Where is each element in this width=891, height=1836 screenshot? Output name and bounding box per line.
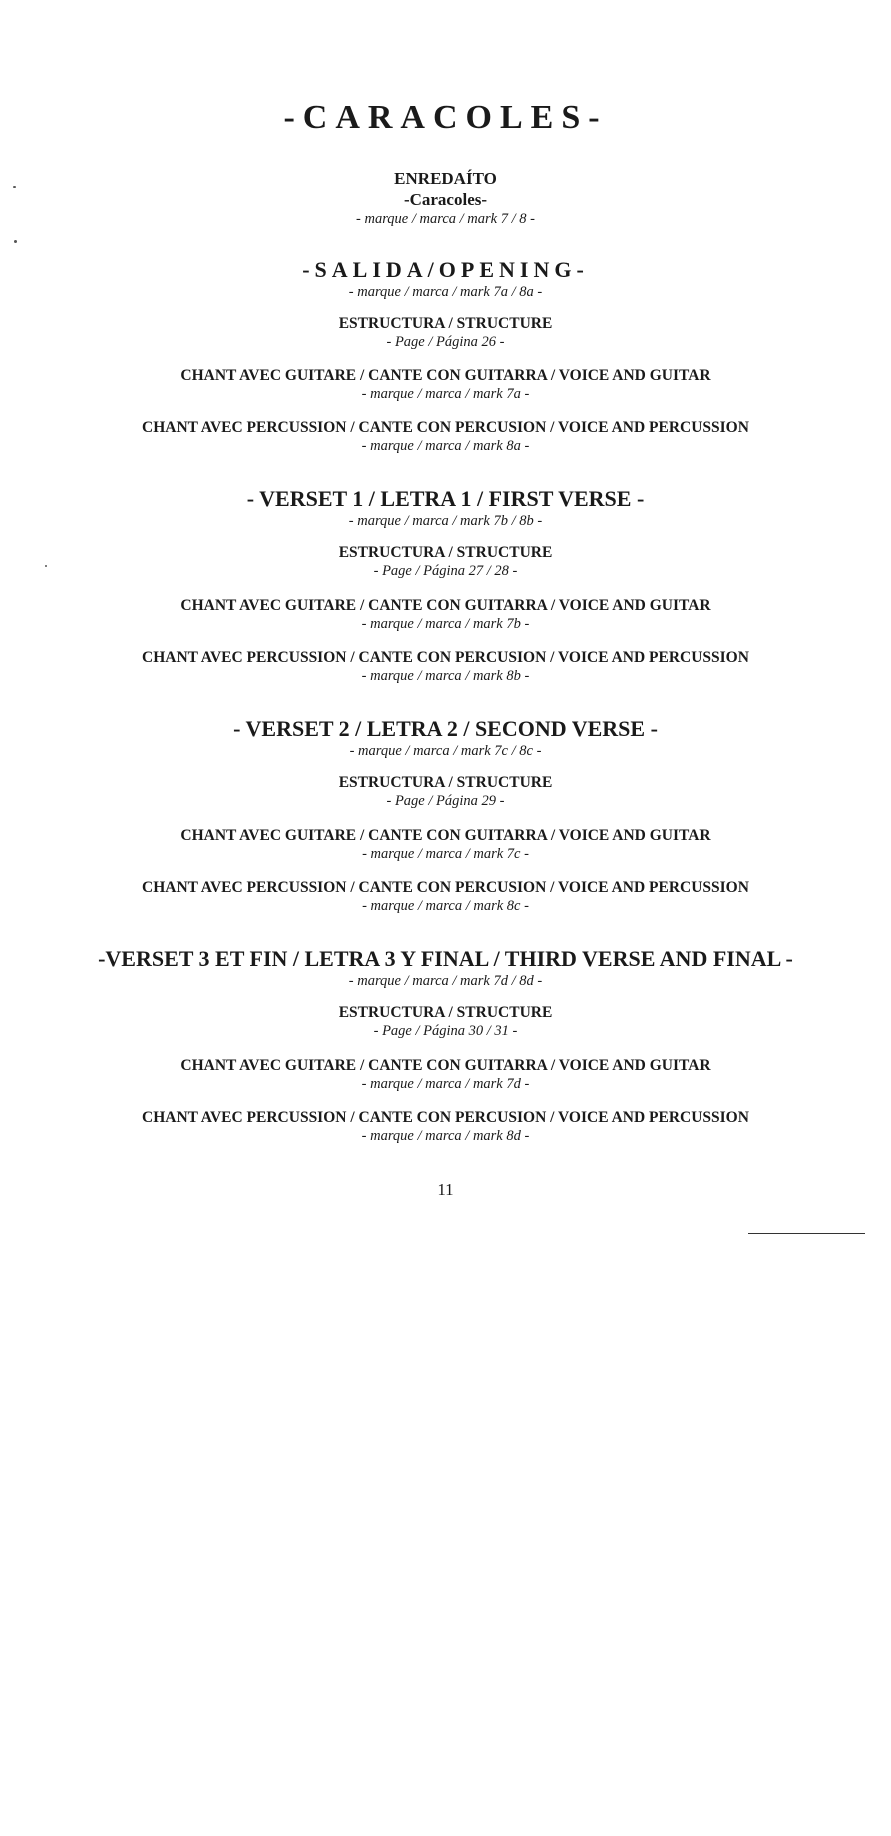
guitar-mark: - marque / marca / mark 7c - (362, 846, 529, 862)
structure-entry (0, 314, 891, 351)
structure-page: - Page / Página 30 / 31 - (373, 1023, 518, 1039)
percussion-label: CHANT AVEC PERCUSSION / CANTE CON PERCUSION / VOICE AND PERCUSSION (142, 649, 749, 666)
percussion-mark: - marque / marca / mark 8d - (361, 1128, 530, 1144)
guitar-entry (0, 1056, 891, 1093)
structure-label: ESTRUCTURA / STRUCTURE (338, 544, 553, 561)
guitar-label: CHANT AVEC GUITARE / CANTE CON GUITARRA / VOICE AND GUITAR (180, 827, 711, 844)
section-mark: - marque / marca / mark 7b / 8b - (348, 513, 543, 529)
percussion-entry (0, 418, 891, 455)
piece-mark: - marque / marca / mark 7 / 8 - (356, 211, 535, 227)
percussion-entry (0, 878, 891, 915)
section-mark: - marque / marca / mark 7d / 8d - (348, 973, 543, 989)
section-mark: - marque / marca / mark 7a / 8a - (348, 284, 543, 300)
piece-header (0, 168, 891, 228)
structure-label: ESTRUCTURA / STRUCTURE (338, 774, 553, 791)
section-heading (0, 486, 891, 530)
percussion-label: CHANT AVEC PERCUSSION / CANTE CON PERCUSION / VOICE AND PERCUSSION (142, 1109, 749, 1126)
percussion-mark: - marque / marca / mark 8b - (361, 668, 530, 684)
page-title: -CARACOLES- (283, 99, 608, 136)
section-title: -SALIDA/OPENING- (302, 257, 589, 282)
scan-speck (45, 565, 47, 567)
guitar-mark: - marque / marca / mark 7b - (361, 616, 530, 632)
scan-speck (14, 240, 17, 243)
structure-label: ESTRUCTURA / STRUCTURE (338, 1004, 553, 1021)
section-mark: - marque / marca / mark 7c / 8c - (349, 743, 542, 759)
scan-speck (13, 186, 16, 188)
structure-page: - Page / Página 29 - (386, 793, 505, 809)
guitar-mark: - marque / marca / mark 7d - (361, 1076, 530, 1092)
piece-name: ENREDAÍTO (394, 169, 497, 188)
page-number: 11 (437, 1180, 454, 1199)
structure-page: - Page / Página 26 - (386, 334, 505, 350)
guitar-entry (0, 596, 891, 633)
guitar-mark: - marque / marca / mark 7a - (361, 386, 530, 402)
percussion-mark: - marque / marca / mark 8a - (361, 438, 530, 454)
percussion-mark: - marque / marca / mark 8c - (362, 898, 529, 914)
percussion-entry (0, 1108, 891, 1145)
scan-rule (748, 1233, 865, 1234)
guitar-label: CHANT AVEC GUITARE / CANTE CON GUITARRA / VOICE AND GUITAR (180, 597, 711, 614)
structure-label: ESTRUCTURA / STRUCTURE (338, 315, 553, 332)
guitar-label: CHANT AVEC GUITARE / CANTE CON GUITARRA / VOICE AND GUITAR (180, 1057, 711, 1074)
percussion-label: CHANT AVEC PERCUSSION / CANTE CON PERCUSION / VOICE AND PERCUSSION (142, 419, 749, 436)
section-title: - VERSET 2 / LETRA 2 / SECOND VERSE - (233, 716, 658, 741)
percussion-label: CHANT AVEC PERCUSSION / CANTE CON PERCUSION / VOICE AND PERCUSSION (142, 879, 749, 896)
section-heading (0, 946, 891, 990)
section-heading (0, 257, 891, 301)
section-heading (0, 716, 891, 760)
piece-subtitle: -Caracoles- (403, 190, 488, 209)
section-title: - VERSET 1 / LETRA 1 / FIRST VERSE - (246, 486, 645, 511)
structure-entry (0, 773, 891, 810)
guitar-label: CHANT AVEC GUITARE / CANTE CON GUITARRA / VOICE AND GUITAR (180, 367, 711, 384)
percussion-entry (0, 648, 891, 685)
guitar-entry (0, 826, 891, 863)
structure-entry (0, 1003, 891, 1040)
structure-entry (0, 543, 891, 580)
guitar-entry (0, 366, 891, 403)
section-title: -VERSET 3 ET FIN / LETRA 3 Y FINAL / THIRD VERSE AND FINAL - (98, 946, 793, 971)
structure-page: - Page / Página 27 / 28 - (373, 563, 518, 579)
